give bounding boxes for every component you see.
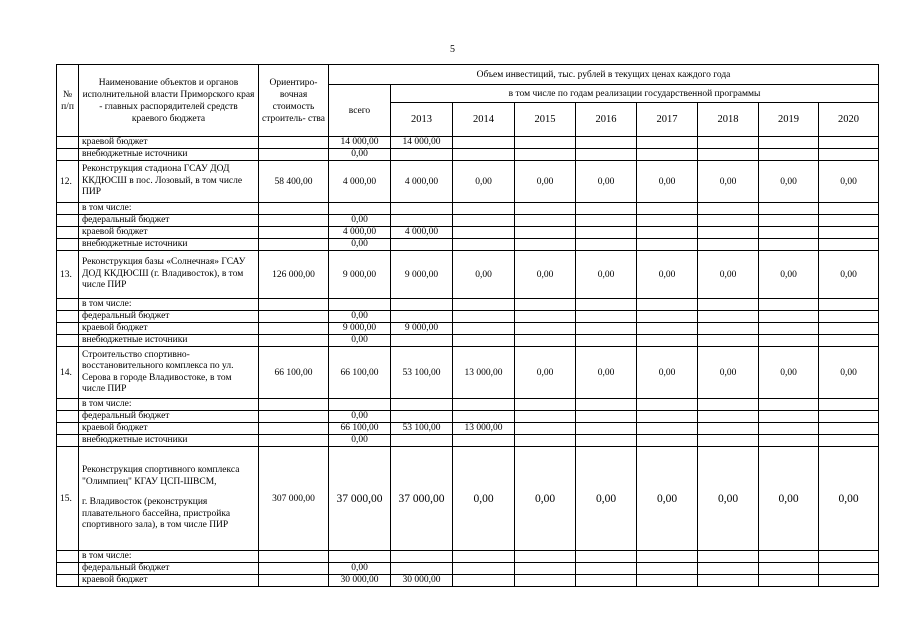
object-year-2014: 0,00 — [453, 161, 515, 203]
cost-cell — [259, 551, 329, 563]
object-year-2018: 0,00 — [698, 251, 759, 299]
header-investments: Объем инвестиций, тыс. рублей в текущих ценах каждого года — [329, 65, 879, 85]
table-row — [57, 563, 879, 575]
year-2013-cell — [391, 435, 453, 447]
row-index-cell — [57, 137, 79, 149]
year-cell — [819, 563, 879, 575]
header-total: всего — [329, 85, 391, 137]
object-number: 14. — [57, 347, 79, 399]
year-cell — [819, 149, 879, 161]
header-cost: Ориентиро- вочная стоимость строитель- ства — [259, 65, 329, 137]
year-cell — [515, 203, 576, 215]
year-cell — [576, 137, 637, 149]
object-cost: 66 100,00 — [259, 347, 329, 399]
header-year-2015: 2015 — [515, 103, 576, 137]
year-cell — [576, 563, 637, 575]
row-name: в том числе: — [79, 399, 259, 411]
object-row — [57, 447, 879, 551]
object-year-2013: 37 000,00 — [391, 447, 453, 551]
object-total: 37 000,00 — [329, 447, 391, 551]
year-cell — [698, 215, 759, 227]
year-cell — [698, 575, 759, 587]
year-2014-cell: 13 000,00 — [453, 423, 515, 435]
year-cell — [819, 239, 879, 251]
row-name: краевой бюджет — [79, 227, 259, 239]
cost-cell — [259, 411, 329, 423]
year-cell — [698, 227, 759, 239]
year-cell — [515, 137, 576, 149]
year-cell — [515, 551, 576, 563]
year-cell — [576, 323, 637, 335]
year-2014-cell — [453, 435, 515, 447]
row-name: федеральный бюджет — [79, 563, 259, 575]
object-number: 12. — [57, 161, 79, 203]
year-cell — [576, 239, 637, 251]
year-cell — [819, 203, 879, 215]
table-row — [57, 399, 879, 411]
header-year-2019: 2019 — [759, 103, 819, 137]
year-cell — [576, 551, 637, 563]
row-index-cell — [57, 575, 79, 587]
year-2013-cell — [391, 149, 453, 161]
object-year-2016: 0,00 — [576, 161, 637, 203]
object-year-2019: 0,00 — [759, 251, 819, 299]
cost-cell — [259, 299, 329, 311]
row-name: краевой бюджет — [79, 575, 259, 587]
table-row — [57, 137, 879, 149]
object-name — [79, 161, 259, 203]
total-cell: 4 000,00 — [329, 227, 391, 239]
table-row — [57, 299, 879, 311]
table-row — [57, 435, 879, 447]
object-row — [57, 161, 879, 203]
row-index-cell — [57, 215, 79, 227]
year-2013-cell: 9 000,00 — [391, 323, 453, 335]
header-year-2020: 2020 — [819, 103, 879, 137]
object-total: 4 000,00 — [329, 161, 391, 203]
object-row — [57, 347, 879, 399]
total-cell — [329, 551, 391, 563]
year-cell — [759, 239, 819, 251]
row-name: краевой бюджет — [79, 137, 259, 149]
header-name: Наименование объектов и органов исполнительной власти Приморского края - главных распорядителей средств краевого бюджета — [79, 65, 259, 137]
year-cell — [759, 399, 819, 411]
year-2013-cell — [391, 311, 453, 323]
year-cell — [637, 227, 698, 239]
year-cell — [819, 299, 879, 311]
year-2014-cell — [453, 323, 515, 335]
year-cell — [515, 411, 576, 423]
year-2013-cell — [391, 551, 453, 563]
cost-cell — [259, 311, 329, 323]
year-2013-cell — [391, 335, 453, 347]
object-year-2014: 0,00 — [453, 251, 515, 299]
object-row — [57, 251, 879, 299]
row-index-cell — [57, 227, 79, 239]
object-cost: 126 000,00 — [259, 251, 329, 299]
year-2013-cell — [391, 563, 453, 575]
header-year-2016: 2016 — [576, 103, 637, 137]
year-cell — [698, 149, 759, 161]
year-2013-cell: 14 000,00 — [391, 137, 453, 149]
year-cell — [515, 299, 576, 311]
object-year-2017: 0,00 — [637, 447, 698, 551]
year-2014-cell — [453, 575, 515, 587]
year-cell — [819, 435, 879, 447]
object-year-2016: 0,00 — [576, 347, 637, 399]
year-cell — [576, 575, 637, 587]
year-2013-cell — [391, 399, 453, 411]
year-cell — [759, 575, 819, 587]
year-cell — [759, 435, 819, 447]
cost-cell — [259, 335, 329, 347]
year-cell — [698, 423, 759, 435]
year-cell — [637, 335, 698, 347]
header-year-2018: 2018 — [698, 103, 759, 137]
table-row — [57, 227, 879, 239]
year-cell — [698, 311, 759, 323]
total-cell: 0,00 — [329, 149, 391, 161]
object-year-2019: 0,00 — [759, 447, 819, 551]
year-cell — [515, 323, 576, 335]
object-year-2015: 0,00 — [515, 347, 576, 399]
year-cell — [698, 335, 759, 347]
year-2014-cell — [453, 299, 515, 311]
table-row — [57, 411, 879, 423]
row-index-cell — [57, 411, 79, 423]
cost-cell — [259, 399, 329, 411]
year-2013-cell: 30 000,00 — [391, 575, 453, 587]
object-year-2020: 0,00 — [819, 447, 879, 551]
year-2014-cell — [453, 149, 515, 161]
table-row — [57, 203, 879, 215]
row-name: в том числе: — [79, 551, 259, 563]
year-cell — [698, 137, 759, 149]
row-name: краевой бюджет — [79, 423, 259, 435]
object-year-2017: 0,00 — [637, 347, 698, 399]
header-no: № п/п — [57, 65, 79, 137]
row-name: федеральный бюджет — [79, 215, 259, 227]
row-index-cell — [57, 563, 79, 575]
total-cell — [329, 299, 391, 311]
year-cell — [515, 149, 576, 161]
header-year-2014: 2014 — [453, 103, 515, 137]
table-row — [57, 149, 879, 161]
year-cell — [637, 311, 698, 323]
year-cell — [637, 411, 698, 423]
cost-cell — [259, 215, 329, 227]
year-cell — [637, 423, 698, 435]
year-cell — [515, 575, 576, 587]
year-cell — [819, 411, 879, 423]
object-total: 66 100,00 — [329, 347, 391, 399]
cost-cell — [259, 435, 329, 447]
object-year-2014: 13 000,00 — [453, 347, 515, 399]
object-name-text: Строительство спортивно-восстановительного комплекса по ул. Серова в городе Владивостоке, в том числе ПИР — [82, 349, 234, 394]
cost-cell — [259, 227, 329, 239]
object-number: 15. — [57, 447, 79, 551]
table-row — [57, 323, 879, 335]
year-cell — [759, 149, 819, 161]
year-cell — [819, 323, 879, 335]
cost-cell — [259, 203, 329, 215]
year-cell — [515, 311, 576, 323]
year-cell — [515, 239, 576, 251]
year-cell — [576, 215, 637, 227]
row-name: внебюджетные источники — [79, 435, 259, 447]
year-cell — [637, 563, 698, 575]
year-cell — [515, 335, 576, 347]
object-year-2020: 0,00 — [819, 161, 879, 203]
year-cell — [637, 137, 698, 149]
year-2014-cell — [453, 137, 515, 149]
object-year-2014: 0,00 — [453, 447, 515, 551]
year-cell — [819, 423, 879, 435]
object-cost: 58 400,00 — [259, 161, 329, 203]
year-cell — [576, 203, 637, 215]
year-cell — [637, 551, 698, 563]
row-index-cell — [57, 311, 79, 323]
year-cell — [515, 399, 576, 411]
year-cell — [515, 227, 576, 239]
object-year-2020: 0,00 — [819, 347, 879, 399]
object-year-2015: 0,00 — [515, 447, 576, 551]
table-row — [57, 423, 879, 435]
object-name-text: Реконструкция стадиона ГСАУ ДОД ККДЮСШ в пос. Лозовый, в том числе ПИР — [82, 164, 243, 198]
row-index-cell — [57, 423, 79, 435]
object-year-2017: 0,00 — [637, 161, 698, 203]
year-cell — [819, 399, 879, 411]
row-index-cell — [57, 203, 79, 215]
year-2013-cell — [391, 239, 453, 251]
row-name: внебюджетные источники — [79, 239, 259, 251]
total-cell: 66 100,00 — [329, 423, 391, 435]
year-cell — [698, 411, 759, 423]
total-cell — [329, 203, 391, 215]
row-index-cell — [57, 335, 79, 347]
row-name: краевой бюджет — [79, 323, 259, 335]
total-cell — [329, 399, 391, 411]
year-cell — [698, 563, 759, 575]
year-cell — [759, 203, 819, 215]
total-cell: 30 000,00 — [329, 575, 391, 587]
object-name — [79, 347, 259, 399]
object-total: 9 000,00 — [329, 251, 391, 299]
year-2013-cell — [391, 215, 453, 227]
object-year-2020: 0,00 — [819, 251, 879, 299]
year-cell — [515, 563, 576, 575]
year-cell — [698, 299, 759, 311]
total-cell: 0,00 — [329, 239, 391, 251]
cost-cell — [259, 575, 329, 587]
row-index-cell — [57, 399, 79, 411]
object-year-2015: 0,00 — [515, 251, 576, 299]
object-year-2019: 0,00 — [759, 347, 819, 399]
header-year-2013: 2013 — [391, 103, 453, 137]
year-cell — [576, 227, 637, 239]
year-2013-cell — [391, 411, 453, 423]
total-cell: 0,00 — [329, 311, 391, 323]
object-year-2013: 4 000,00 — [391, 161, 453, 203]
year-2014-cell — [453, 239, 515, 251]
object-year-2016: 0,00 — [576, 447, 637, 551]
year-2013-cell — [391, 203, 453, 215]
year-cell — [698, 435, 759, 447]
year-cell — [576, 311, 637, 323]
row-name: в том числе: — [79, 299, 259, 311]
year-2013-cell: 53 100,00 — [391, 423, 453, 435]
year-cell — [515, 423, 576, 435]
year-cell — [819, 227, 879, 239]
year-2013-cell: 4 000,00 — [391, 227, 453, 239]
year-cell — [819, 137, 879, 149]
object-year-2018: 0,00 — [698, 447, 759, 551]
object-number: 13. — [57, 251, 79, 299]
year-cell — [698, 399, 759, 411]
year-cell — [637, 215, 698, 227]
year-2014-cell — [453, 551, 515, 563]
object-year-2016: 0,00 — [576, 251, 637, 299]
object-name — [79, 447, 259, 551]
row-index-cell — [57, 323, 79, 335]
table-row — [57, 575, 879, 587]
cost-cell — [259, 137, 329, 149]
object-year-2018: 0,00 — [698, 161, 759, 203]
year-cell — [637, 149, 698, 161]
table-row — [57, 551, 879, 563]
year-cell — [759, 551, 819, 563]
year-2014-cell — [453, 399, 515, 411]
year-cell — [576, 299, 637, 311]
total-cell: 0,00 — [329, 335, 391, 347]
row-name: внебюджетные источники — [79, 149, 259, 161]
year-cell — [637, 203, 698, 215]
object-name-text: Реконструкция спортивного комплекса "Олимпиец" КГАУ ЦСП-ШВСМ, — [82, 465, 240, 487]
year-2014-cell — [453, 563, 515, 575]
total-cell: 0,00 — [329, 435, 391, 447]
object-year-2018: 0,00 — [698, 347, 759, 399]
year-cell — [759, 335, 819, 347]
year-cell — [759, 563, 819, 575]
year-2014-cell — [453, 215, 515, 227]
year-cell — [515, 215, 576, 227]
cost-cell — [259, 149, 329, 161]
header-by-years: в том числе по годам реализации государственной программы — [391, 85, 879, 103]
year-2014-cell — [453, 411, 515, 423]
year-cell — [576, 335, 637, 347]
year-cell — [759, 215, 819, 227]
year-cell — [637, 435, 698, 447]
year-cell — [759, 411, 819, 423]
year-cell — [819, 551, 879, 563]
year-cell — [637, 323, 698, 335]
total-cell: 0,00 — [329, 563, 391, 575]
year-2014-cell — [453, 311, 515, 323]
investment-table — [56, 64, 879, 587]
year-cell — [759, 137, 819, 149]
total-cell: 9 000,00 — [329, 323, 391, 335]
year-cell — [698, 239, 759, 251]
table-row — [57, 311, 879, 323]
year-2014-cell — [453, 335, 515, 347]
total-cell: 0,00 — [329, 411, 391, 423]
cost-cell — [259, 323, 329, 335]
row-index-cell — [57, 435, 79, 447]
year-cell — [819, 575, 879, 587]
object-year-2019: 0,00 — [759, 161, 819, 203]
table-row — [57, 215, 879, 227]
year-cell — [698, 551, 759, 563]
year-cell — [819, 215, 879, 227]
row-index-cell — [57, 149, 79, 161]
year-cell — [759, 311, 819, 323]
year-cell — [637, 299, 698, 311]
row-name: в том числе: — [79, 203, 259, 215]
year-cell — [759, 227, 819, 239]
year-cell — [576, 423, 637, 435]
page-number: 5 — [450, 44, 455, 55]
table-row — [57, 335, 879, 347]
object-year-2015: 0,00 — [515, 161, 576, 203]
year-cell — [576, 149, 637, 161]
object-name-text: Реконструкция базы «Солнечная» ГСАУ ДОД ККДЮСШ (г. Владивосток), в том числе ПИР — [82, 257, 246, 291]
year-cell — [698, 323, 759, 335]
cost-cell — [259, 239, 329, 251]
year-cell — [698, 203, 759, 215]
year-2014-cell — [453, 203, 515, 215]
year-cell — [576, 411, 637, 423]
year-cell — [819, 335, 879, 347]
year-cell — [637, 399, 698, 411]
row-index-cell — [57, 299, 79, 311]
object-name-text-2: г. Владивосток (реконструкция плавательного бассейна, пристройка спортивного зала), в том числе ПИР — [82, 497, 231, 531]
row-name: внебюджетные источники — [79, 335, 259, 347]
total-cell: 0,00 — [329, 215, 391, 227]
year-2014-cell — [453, 227, 515, 239]
year-cell — [819, 311, 879, 323]
row-index-cell — [57, 551, 79, 563]
year-cell — [576, 435, 637, 447]
total-cell: 14 000,00 — [329, 137, 391, 149]
object-name — [79, 251, 259, 299]
row-index-cell — [57, 239, 79, 251]
year-cell — [637, 239, 698, 251]
year-cell — [759, 323, 819, 335]
object-year-2017: 0,00 — [637, 251, 698, 299]
row-name: федеральный бюджет — [79, 411, 259, 423]
year-cell — [759, 299, 819, 311]
year-cell — [515, 435, 576, 447]
row-name: федеральный бюджет — [79, 311, 259, 323]
table-row — [57, 239, 879, 251]
object-year-2013: 53 100,00 — [391, 347, 453, 399]
year-cell — [637, 575, 698, 587]
header-year-2017: 2017 — [637, 103, 698, 137]
year-2013-cell — [391, 299, 453, 311]
year-cell — [576, 399, 637, 411]
object-year-2013: 9 000,00 — [391, 251, 453, 299]
cost-cell — [259, 423, 329, 435]
year-cell — [759, 423, 819, 435]
object-cost: 307 000,00 — [259, 447, 329, 551]
cost-cell — [259, 563, 329, 575]
